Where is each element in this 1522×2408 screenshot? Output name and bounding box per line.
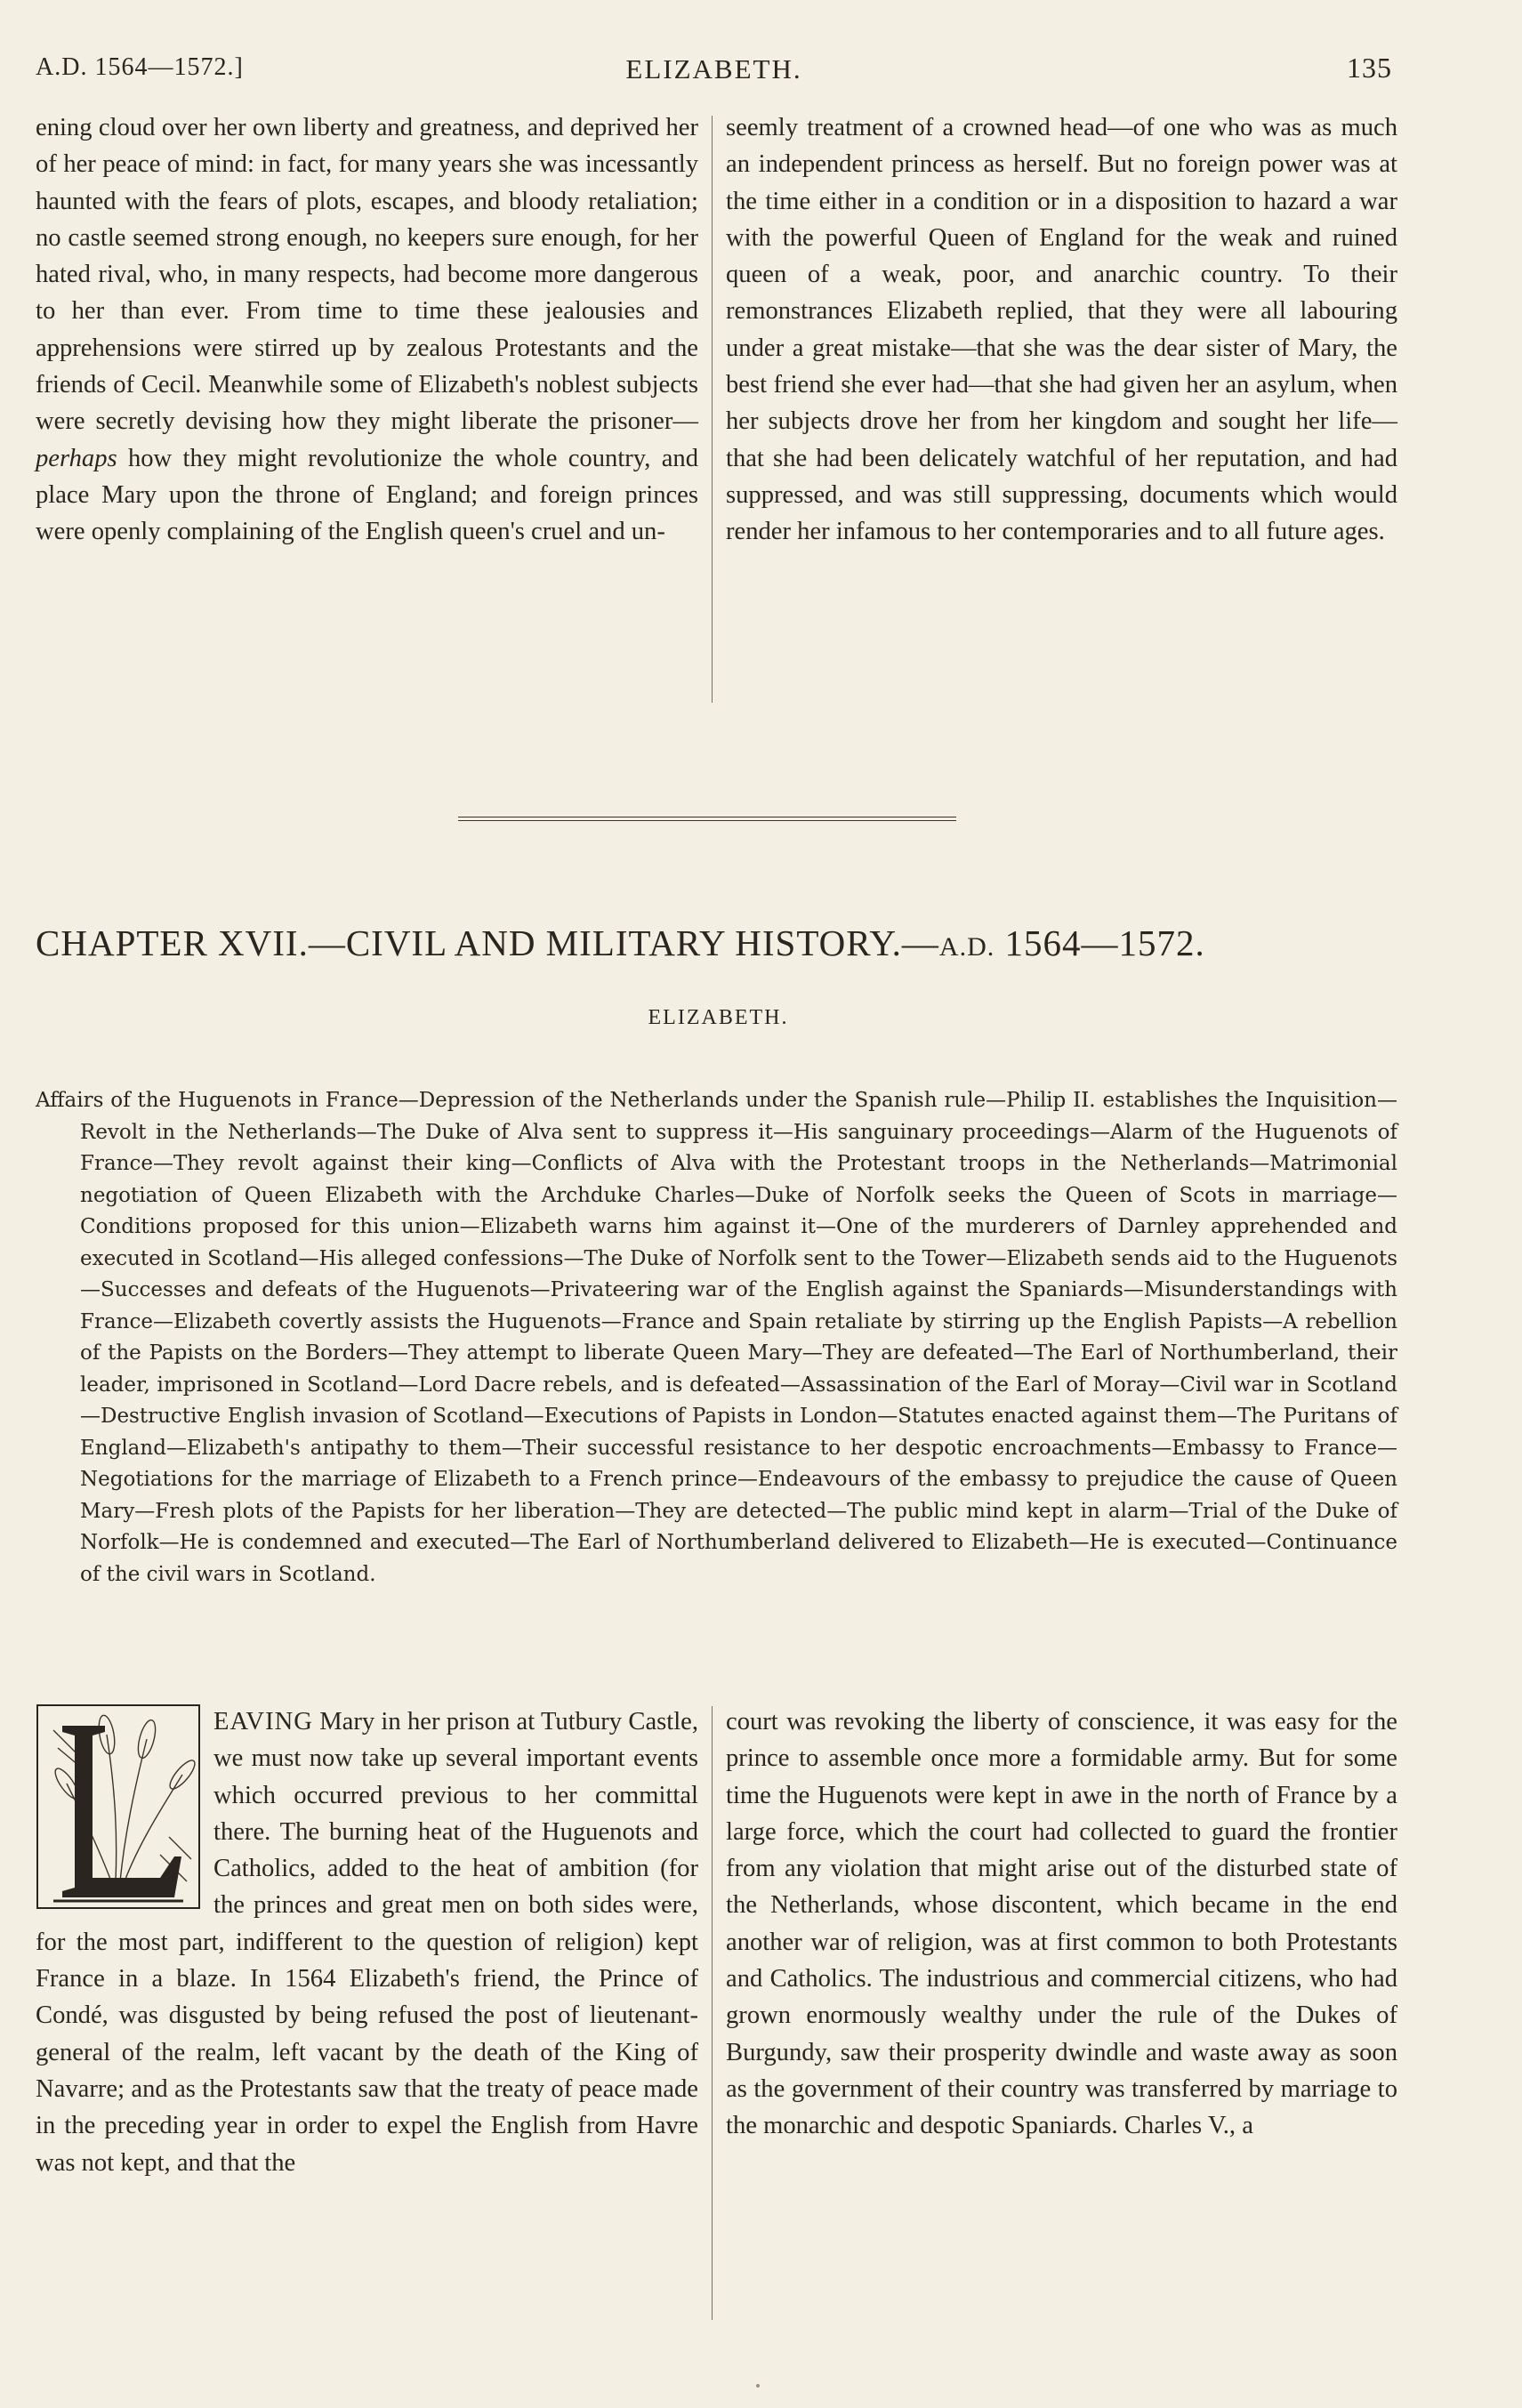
chapter-subtitle: ELIZABETH. [648, 1006, 789, 1029]
body-right-paragraph: court was revoking the liberty of conscience, it was easy for the prince to assemble once more a formidable army. But for some time the Huguenots were kept in awe in the north of France by a large force, which the court had collected to guard the frontier from any violation that might arise out of the disturbed state of the Netherlands, whose discontent, which became in the end another war of religion, was at first common to both Protestants and Catholics. The industrious and commercial citizens, who had grown enormously wealthy under the rule of the Dukes of Burgundy, saw their prosperity dwindle and waste away as soon as the government of their country was transferred by marriage to the monarchic and despotic Spaniards. Charles V., a [726, 1708, 1397, 2140]
running-head [36, 46, 1392, 89]
page-speck [756, 2384, 760, 2388]
ornamental-initial-l-icon [36, 1703, 201, 1915]
column-rule-bottom [712, 1706, 713, 2320]
top-left-column [36, 109, 698, 707]
decorated-initial [36, 1703, 201, 1915]
top-left-paragraph: ening cloud over her own liberty and greatness, and deprived her of her peace of mind: in fact, for many years she was incessantly haunted with the fears of plots, escapes, and bloody retaliation; no castle seemed strong enough, no keepers sure enough, for her hated rival, who, in many respects, had become more dangerous to her than ever. From time to time these jealousies and apprehensions were stirred up by zealous Protestants and the friends of Cecil. Meanwhile some of Elizabeth's noblest subjects were secretly devising how they might liberate the prisoner—perhaps how they might revolutionize the whole country, and place Mary upon the throne of England; and foreign princes were openly complaining of the English queen's cruel and un- [36, 114, 698, 546]
body-left-paragraph: EAVING Mary in her prison at Tutbury Castle, we must now take up several important events which occurred previous to her committal there. The burning heat of the Huguenots and Catholics, added to the heat of ambition (for the princes and great men on both sides were, for the most part, indifferent to the question of religion) kept France in a blaze. In 1564 Elizabeth's friend, the Prince of Condé, was disgusted by being refused the post of lieutenant-general of the realm, left vacant by the death of the King of Navarre; and as the Protestants saw that the treaty of peace made in the preceding year in order to expel the English from Havre was not kept, and that the [36, 1708, 698, 2177]
chapter-summary: Affairs of the Huguenots in France—Depression of the Netherlands under the Spanish rule—Philip II. establishes the Inquisition—Revolt in the Netherlands—The Duke of Alva sent to suppress it—His sanguinary proceedings—Alarm of the Huguenots of France—They revolt against their king—Conflicts of Alva with the Protestant troops in the Netherlands—Matrimonial negotiation of Queen Elizabeth with the Archduke Charles—Duke of Norfolk seeks the Queen of Scots in marriage—Conditions proposed for this union—Elizabeth warns him against it—One of the murderers of Darnley apprehended and executed in Scotland—His alleged confessions—The Duke of Norfolk sent to the Tower—Elizabeth sends aid to the Huguenots—Successes and defeats of the Huguenots—Privateering war of the English against the Spaniards—Misunderstandings with France—Elizabeth covertly assists the Huguenots—France and Spain retaliate by stirring up the English Papists—A rebellion of the Papists on the Borders—They attempt to liberate Queen Mary—They are defeated—The Earl of Northumberland, their leader, imprisoned in Scotland—Lord Dacre rebels, and is defeated—Assassination of the Earl of Moray—Civil war in Scotland—Destructive English invasion of Scotland—Executions of Papists in London—Statutes enacted against them—The Puritans of England—Elizabeth's antipathy to them—Their successful resistance to her despotic encroachments—Embassy to France—Negotiations for the marriage of Elizabeth to a French prince—Endeavours of the embassy to prejudice the cause of Queen Mary—Fresh plots of the Papists for her liberation—They are detected—The public mind kept in alarm—Trial of the Duke of Norfolk—He is condemned and executed—The Earl of Northumberland delivered to Elizabeth—He is executed—Continuance of the civil wars in Scotland. [36, 1089, 1397, 1586]
running-head-title: ELIZABETH. [625, 53, 802, 85]
section-separator [458, 817, 956, 824]
running-head-dates: A.D. 1564—1572.] [36, 53, 244, 81]
body-right-column [726, 1703, 1397, 2326]
column-rule-top [712, 116, 713, 703]
page-number: 135 [1347, 52, 1392, 84]
top-right-column [726, 109, 1397, 707]
body-left-column [36, 1703, 698, 2326]
top-right-paragraph: seemly treatment of a crowned head—of one who was as much an independent princess as herself. But no foreign power was at the time either in a condition or in a disposition to hazard a war with the powerful Queen of England for the weak and ruined queen of a weak, poor, and anarchic country. To their remonstrances Elizabeth replied, that they were all labouring under a great mistake—that she was the dear sister of Mary, the best friend she ever had—that she had given her an asylum, when her subjects drove her from her kingdom and sought her life—that she had been delicately watchful of her reputation, and had suppressed, and was still suppressing, documents which would render her infamous to her contemporaries and to all future ages. [726, 114, 1397, 546]
chapter-title: CHAPTER XVII.—CIVIL AND MILITARY HISTORY.—A.D. 1564—1572. [36, 922, 1205, 963]
emphasis-perhaps: perhaps [36, 444, 117, 472]
